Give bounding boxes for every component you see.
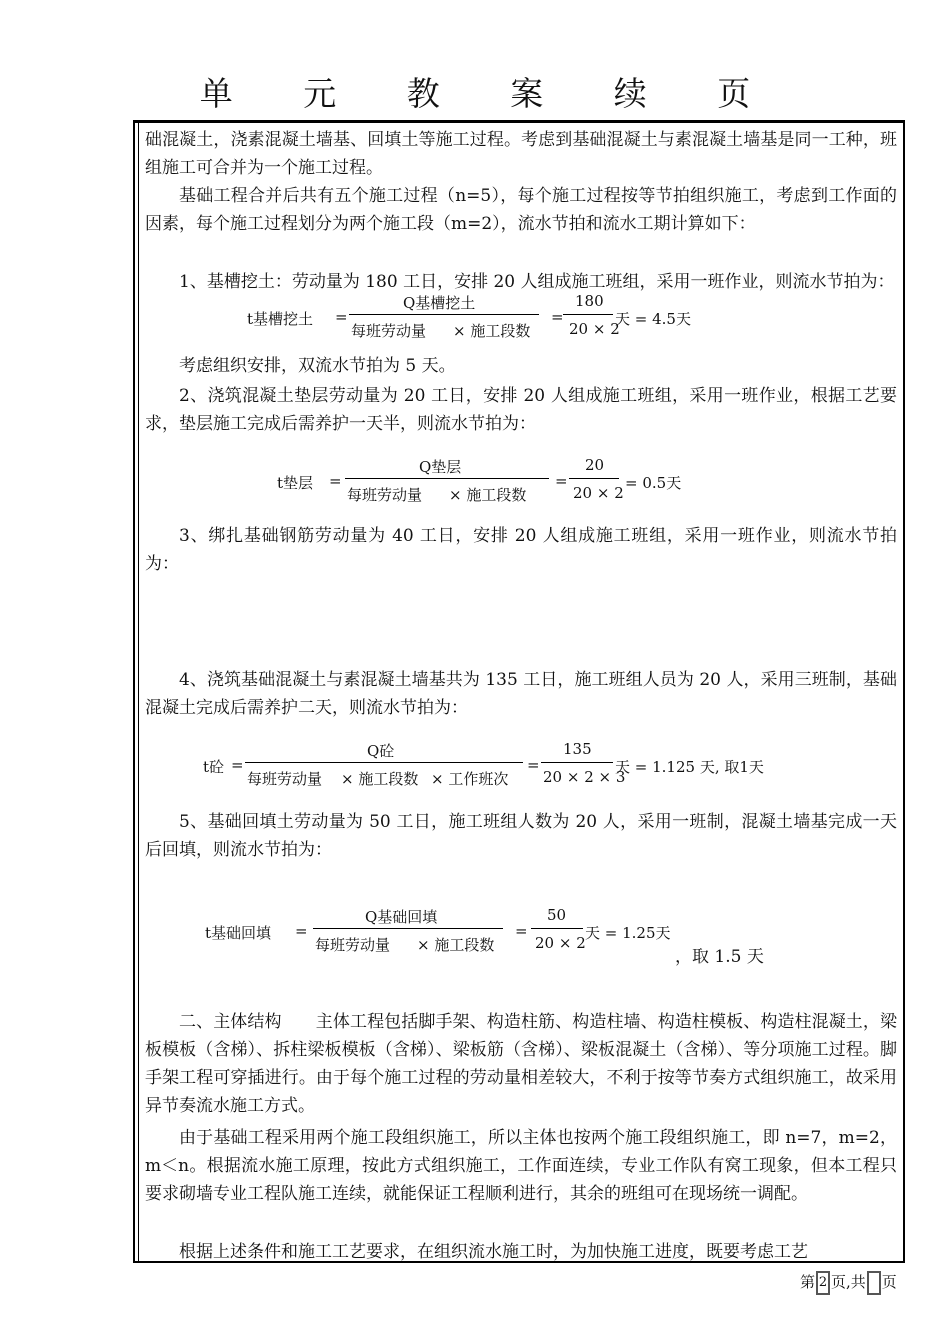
formula-cushion: [135, 456, 907, 512]
fraction-bar: [313, 928, 503, 929]
fraction-bar: [541, 762, 613, 763]
footer-mid: 页,共: [831, 1273, 866, 1291]
total-pages-box: [867, 1271, 881, 1295]
formula-numerator-value: 135: [563, 740, 592, 758]
page-number-footer: [800, 1271, 897, 1295]
formula-note: ，取 1.5 天: [675, 947, 764, 967]
formula-equals: =: [555, 472, 568, 490]
formula-numerator: Q基槽挖土: [403, 294, 476, 312]
formula-result: 天 = 1.125 天, 取1天: [615, 758, 764, 776]
formula-numerator: Q砼: [367, 742, 395, 760]
formula-denominator-value: 20 × 2 × 3: [543, 768, 626, 786]
formula-tank-excavation: [135, 292, 907, 348]
frame-top-rule: [135, 122, 903, 123]
formula-equals: =: [527, 756, 540, 774]
formula-concrete: [135, 740, 907, 796]
formula-denominator-a: 每班劳动量: [247, 770, 323, 788]
paragraph: 根据上述条件和施工工艺要求，在组织流水施工时，为加快施工进度，既要考虑工艺: [179, 1242, 808, 1262]
formula-denominator-a: 每班劳动量: [315, 936, 391, 954]
formula-lhs: t基槽挖土: [247, 310, 314, 328]
fraction-bar: [531, 928, 583, 929]
paragraph: 4、浇筑基础混凝土与素混凝土墙基共为 135 工日，施工班组人员为 20 人，采用三班制，基础混凝土完成后需养护二天，则流水节拍为：: [145, 670, 897, 718]
fraction-bar: [349, 314, 539, 315]
fraction-bar: [245, 762, 523, 763]
formula-numerator-value: 180: [575, 292, 604, 310]
formula-numerator: Q垫层: [419, 458, 462, 476]
formula-numerator: Q基础回填: [365, 908, 438, 926]
formula-equals: =: [515, 922, 528, 940]
formula-denominator-value: 20 × 2: [569, 320, 620, 338]
footer-prefix: 第: [800, 1273, 816, 1291]
formula-lhs: t基础回填: [205, 924, 272, 942]
formula-equals: =: [551, 308, 564, 326]
formula-denominator-value: 20 × 2: [573, 484, 624, 502]
paragraph: 5、基础回填土劳动量为 50 工日，施工班组人数为 20 人，采用一班制，混凝土墙基完成一天后回填，则流水节拍为：: [145, 812, 897, 860]
paragraph: 由于基础工程采用两个施工段组织施工，所以主体也按两个施工段组织施工，即 n=7，m=2，m＜n。根据流水施工原理，按此方式组织施工，工作面连续，专业工作队有窝工现象，但本工程只要求砌墙专业工程队施工连续，就能保证工程顺利进行，其余的班组可在现场统一调配。: [145, 1128, 897, 1204]
formula-equals: =: [231, 756, 244, 774]
formula-numerator-value: 50: [547, 906, 567, 924]
paragraph: 1、基槽挖土：劳动量为 180 工日，安排 20 人组成施工班组，采用一班作业，则流水节拍为：: [179, 272, 895, 292]
formula-numerator-value: 20: [585, 456, 605, 474]
formula-denominator-b: × 施工段数: [341, 770, 419, 788]
formula-lhs: t砼: [203, 758, 225, 776]
formula-denominator-b: × 施工段数: [453, 322, 531, 340]
formula-backfill: [135, 906, 907, 966]
fraction-bar: [569, 478, 619, 479]
paragraph: 二、主体结构 主体工程包括脚手架、构造柱筋、构造柱墙、构造柱模板、构造柱混凝土，梁板模板（含梯）、拆柱梁板模板（含梯）、梁板筋（含梯）、梁板混凝土（含梯）、等分项施工过程。脚手架工程可穿插进行。由于每个施工过程的劳动量相差较大，不利于按等节奏方式组织施工，故采用异节奏流水施工方式。: [145, 1012, 897, 1116]
formula-denominator-c: × 工作班次: [431, 770, 509, 788]
formula-result: 天 = 4.5天: [615, 310, 691, 328]
content-frame: [133, 120, 905, 1263]
footer-suffix: 页: [881, 1273, 897, 1291]
formula-denominator-value: 20 × 2: [535, 934, 586, 952]
paragraph: 3、绑扎基础钢筋劳动量为 40 工日，安排 20 人组成施工班组，采用一班作业，则流水节拍为：: [145, 526, 897, 574]
paragraph: 2、浇筑混凝土垫层劳动量为 20 工日，安排 20 人组成施工班组，采用一班作业，根据工艺要求，垫层施工完成后需养护一天半，则流水节拍为：: [145, 386, 897, 434]
formula-lhs: t垫层: [277, 474, 314, 492]
paragraph: 基础工程合并后共有五个施工过程（n=5），每个施工过程按等节拍组织施工，考虑到工作面的因素，每个施工过程划分为两个施工段（m=2），流水节拍和流水工期计算如下：: [145, 186, 897, 234]
formula-equals: =: [329, 472, 342, 490]
formula-denominator-b: × 施工段数: [417, 936, 495, 954]
formula-equals: =: [295, 922, 308, 940]
paragraph: 础混凝土，浇素混凝土墙基、回填土等施工过程。考虑到基础混凝土与素混凝土墙基是同一工种，班组施工可合并为一个施工过程。: [145, 130, 897, 178]
formula-equals: =: [335, 308, 348, 326]
formula-result: 天 = 1.25天: [585, 924, 671, 942]
formula-denominator-a: 每班劳动量: [347, 486, 423, 504]
current-page-box: 2: [816, 1271, 830, 1295]
formula-denominator-a: 每班劳动量: [351, 322, 427, 340]
fraction-bar: [563, 314, 613, 315]
formula-denominator-b: × 施工段数: [449, 486, 527, 504]
formula-result: = 0.5天: [625, 474, 682, 492]
paragraph: 考虑组织安排，双流水节拍为 5 天。: [179, 356, 456, 376]
fraction-bar: [345, 478, 549, 479]
page-title: 单 元 教 案 续 页: [199, 74, 781, 113]
